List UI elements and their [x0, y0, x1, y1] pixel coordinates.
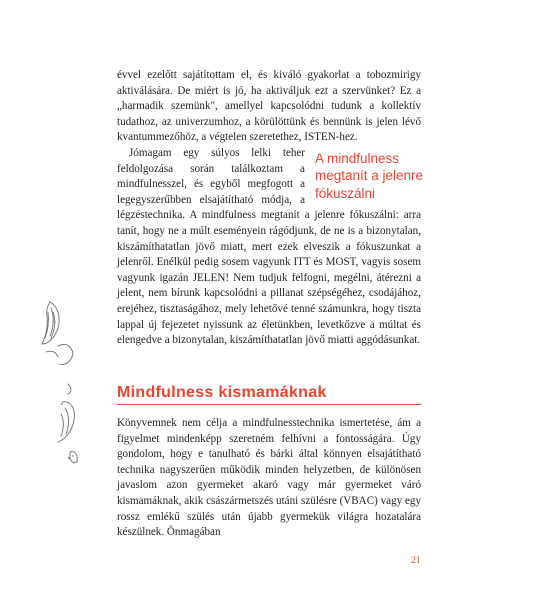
paragraph-intro: évvel ezelőtt sajátítottam el, és kiváló gyakorlat a tobozmirigy aktiválására. De miért is jó, ha aktiváljuk ezt a szervünket? Ez a „harmadik szemünk", amellyel kapcsolódni tudunk a kollektív tudathoz, az univerzumhoz, a körülöttünk és bennünk is jelen lévő kvantummezőhöz, a végtelen szeretethez, ISTEN-hez. — [117, 69, 421, 144]
paragraph-mindfulness-text: Jómagam egy súlyos lelki teher feldolgozása során találkoztam a mindfulnesszel, és egyből megfogott a legegyszerűbben elsajátítható módja, a légzéstechnika. A mindfulness megtanít a jelenre fókuszálni: arra tanít, hogy ne a múlt eseményein rágódjunk, de ne is a bizonytalan, kiszámíthatatlan jövő miatt, mert ezek elveszik a fókuszunkat a jelenről. Enélkül pedig sosem vagyunk ITT és MOST, vagyis sosem vagyunk igazán JELEN! Nem tudjuk felfogni, megélni, átérezni a jelent, nem bírunk kapcsolódni a pillanat szépségéhez, csodájához, erejéhez, tisztaságához, mely lehetővé tenné számunkra, hogy tiszta lappal új fejezetet nyissunk az életünkben, levetkőzve a múltat és elengedve a bizonytalan, kiszámíthatatlan jövő miatti aggódásunkat. — [117, 146, 421, 347]
pencil-sketch-decoration — [0, 0, 80, 500]
text-column-top — [117, 68, 424, 349]
section-heading: Mindfulness kismamáknak — [117, 384, 327, 401]
pull-quote: A mindfulness megtanít a jelenre fókuszálni — [315, 150, 424, 201]
paragraph-mindfulness — [117, 146, 424, 349]
text-column-bottom — [117, 416, 421, 541]
paragraph-section: Könyvemnek nem célja a mindfulnesstechnika ismertetése, ám a figyelmet mindenképp szeretném felhívni a fontosságára. Úgy gondolom, hogy e tanulható és bárki által könnyen elsajátítható technika nagyszerűen működik minden helyzetben, de különösen javaslom azon gyermeket akaró vagy már gyermeket váró kismamáknak, akik császármetszés utáni szülésre (VBAC) vagy egy rossz emlékű szülés után újabb gyermekük világra hozatalára készülnek. Önmagában — [117, 417, 421, 539]
page-number: 21 — [411, 556, 421, 566]
heading-underline — [117, 404, 421, 405]
